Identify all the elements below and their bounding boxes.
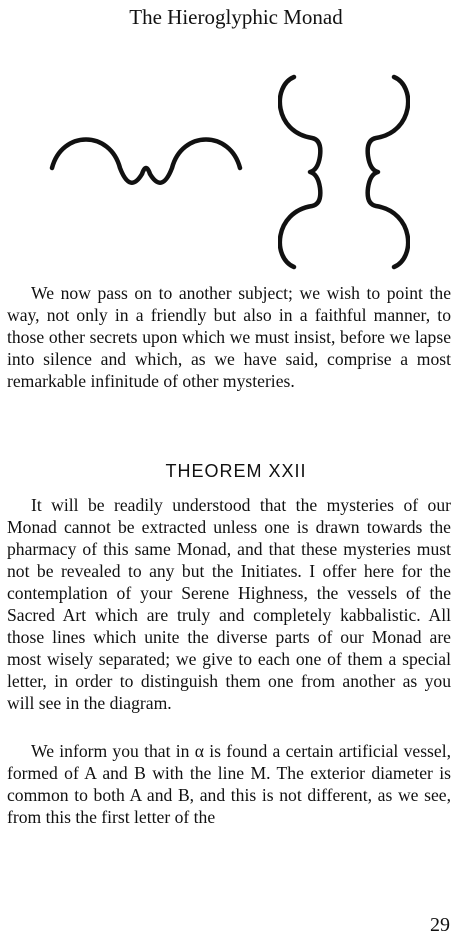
running-head: The Hieroglyphic Monad xyxy=(129,5,343,29)
paragraph-vessel: We inform you that in α is found a certain artificial vessel, formed of A and B with the line M. The exterior diameter is common to both A and B, and this is not different, as we see, from this the first letter of the xyxy=(7,741,451,827)
page-number: 29 xyxy=(430,914,450,936)
theorem-heading: THEOREM XXII xyxy=(165,461,307,481)
paragraph-theorem-body: It will be readily understood that the mysteries of our Monad cannot be extracted unless one is drawn towards the pharmacy of this same Monad, and that these mysteries must not be revealed to any but the Initiates. I offer here for the contemplation of your Serene Highness, the vessels of the Sacred Art which are truly and completely kabbalistic. All those lines which unite the diverse parts of our Monad are most wisely separated; we give to each one of them a special letter, in order to distinguish them one from another as you will see in the diagram. xyxy=(7,495,451,713)
paragraph-intro: We now pass on to another subject; we wish to point the way, not only in a friendly but also in a faithful manner, to those other secrets upon which we must insist, before we lapse into silence and which, as we have said, comprise a most remarkable infinitude of other mysteries. xyxy=(7,283,451,391)
figure-area xyxy=(0,72,472,272)
wavy-arcs-figure xyxy=(48,132,244,196)
mirrored-braces-figure xyxy=(278,72,410,272)
